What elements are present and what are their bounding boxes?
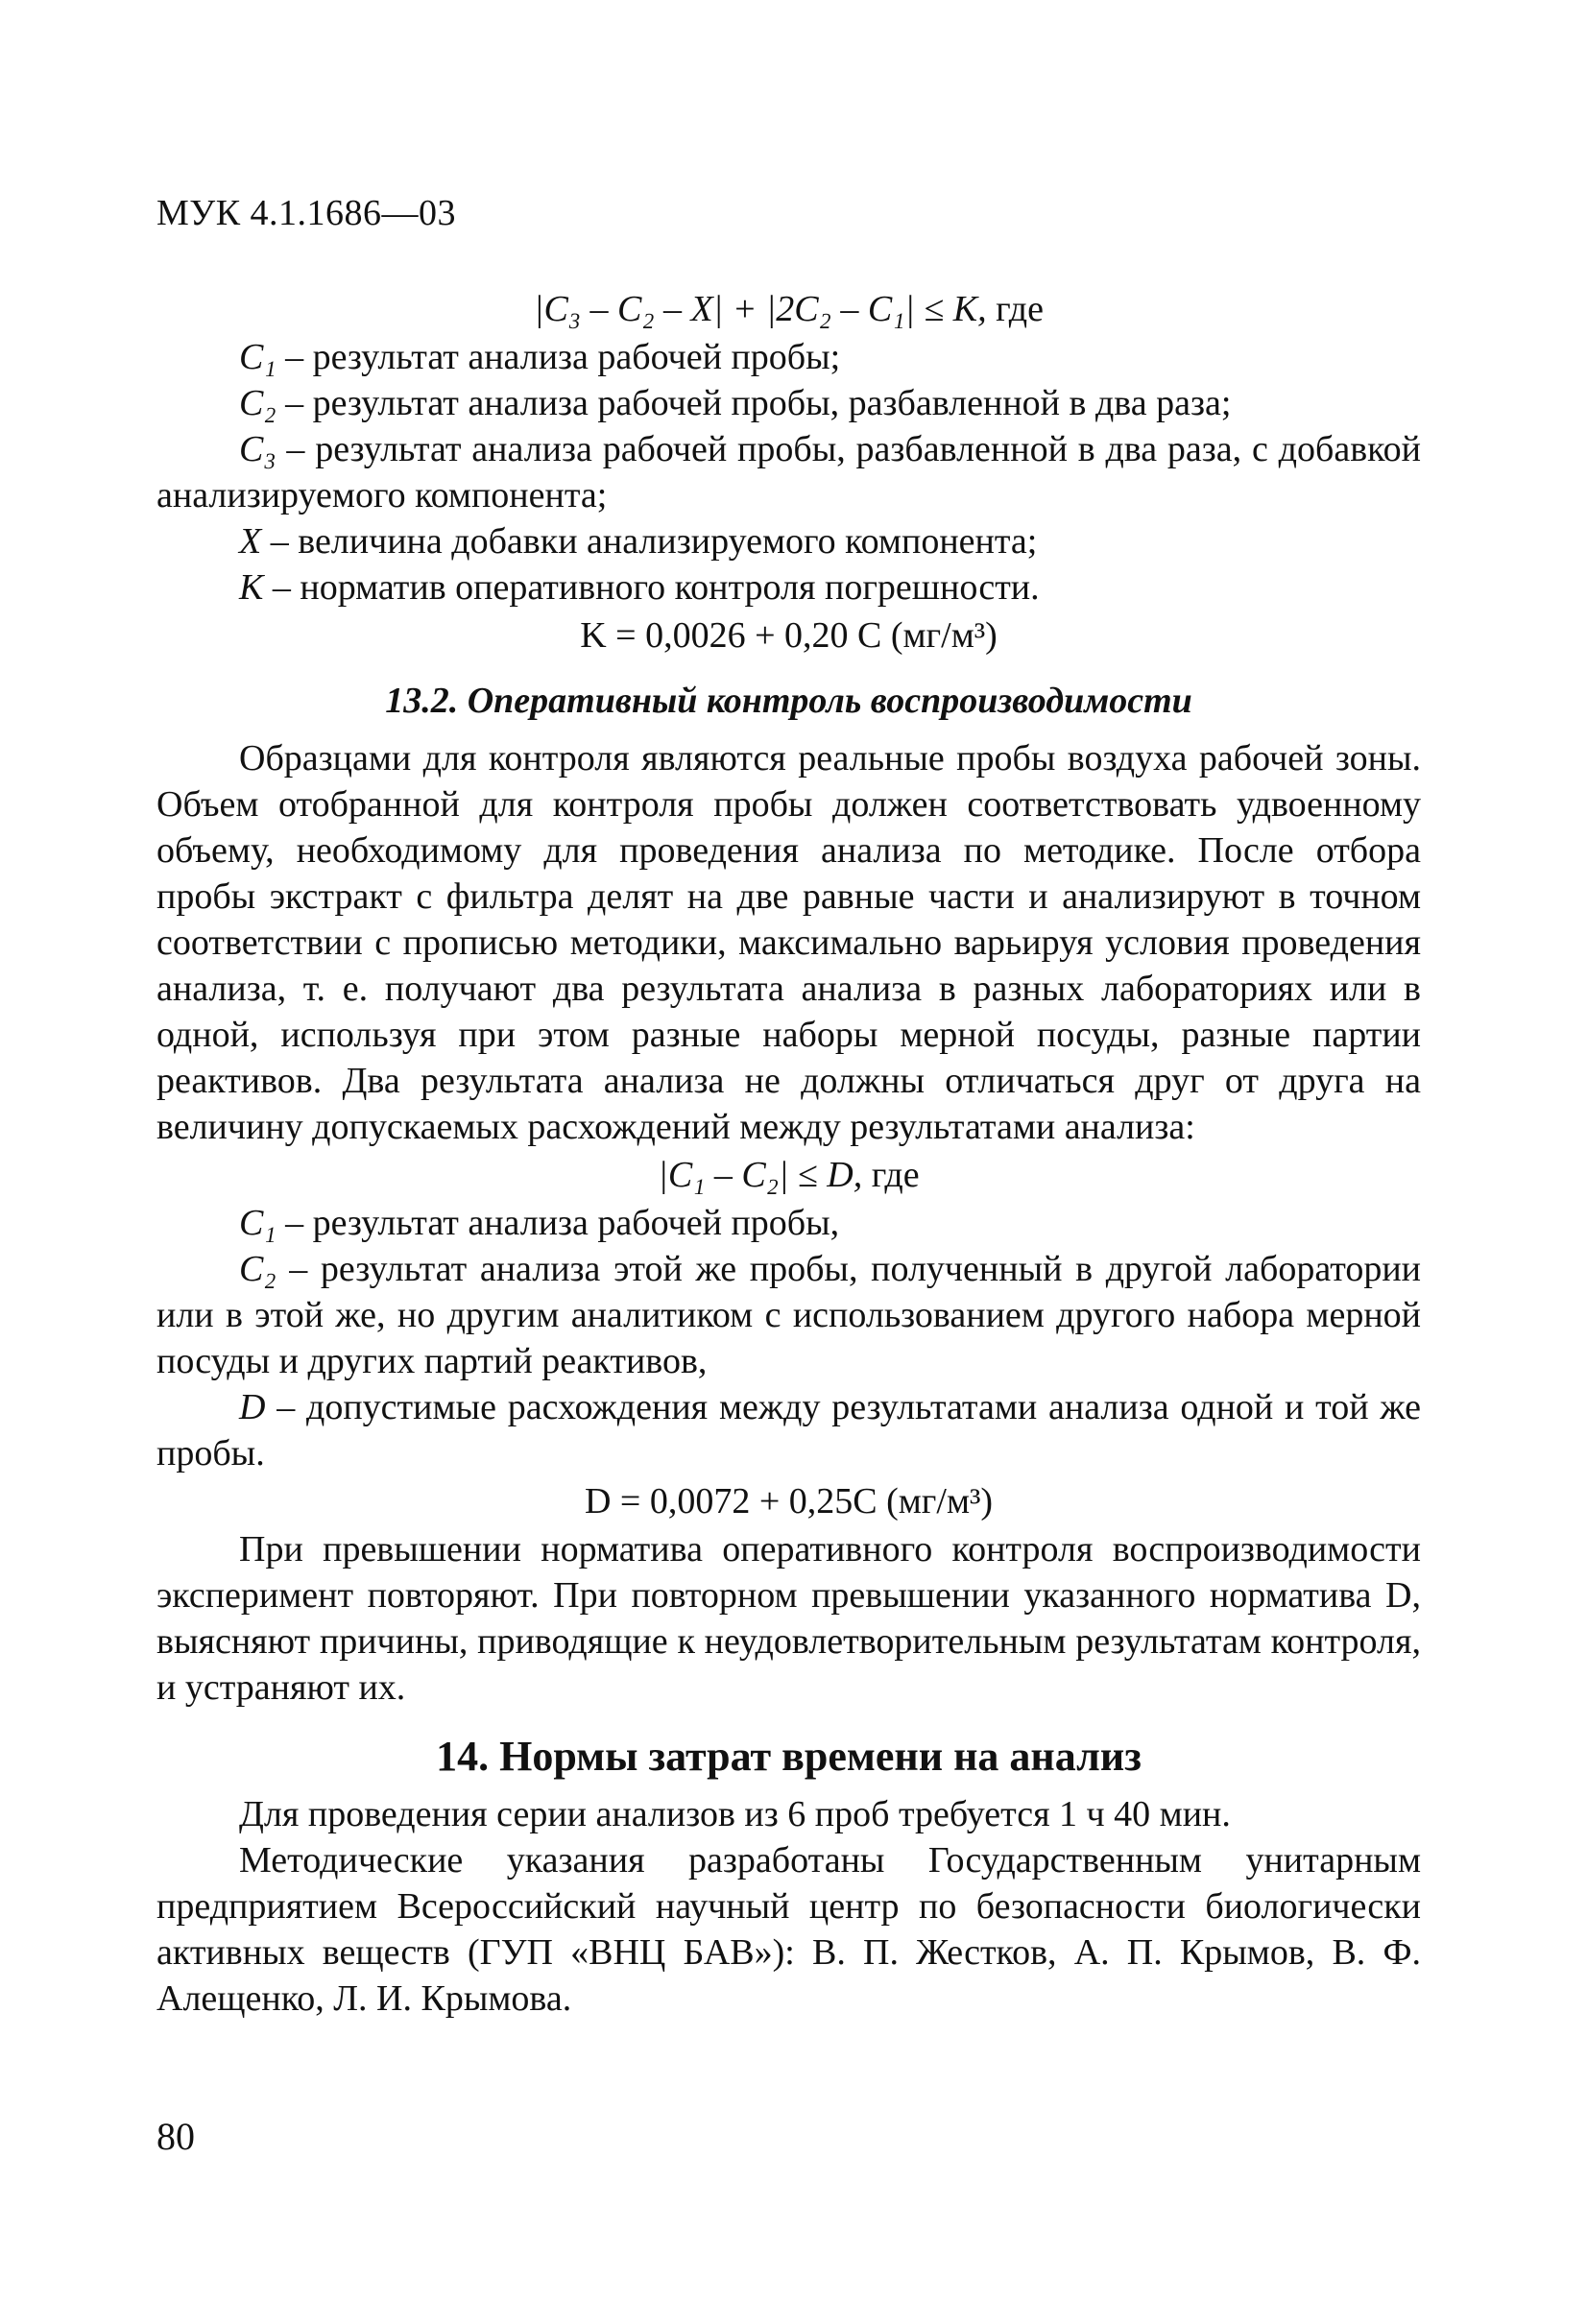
formula-expression: |C₃ – C₂ – X| + |2C₂ – C₁| ≤ K, xyxy=(534,289,987,329)
formula-reproducibility xyxy=(156,1150,1421,1200)
definition-symbol: D xyxy=(239,1387,266,1427)
definition-text: – допустимые расхождения между результатами анализа одной и той же пробы. xyxy=(156,1387,1421,1473)
definition-symbol: C₃ xyxy=(239,429,277,469)
definition-item xyxy=(156,1200,1421,1246)
definition-text: – норматив оперативного контроля погрешности. xyxy=(272,567,1040,608)
definition-text: – результат анализа рабочей пробы, разбавленной в два раза, с добавкой анализируемого компонента; xyxy=(156,429,1422,515)
definition-text: – результат анализа этой же пробы, полученный в другой лаборатории или в этой же, но другим аналитиком с использованием другого набора мерной посуды и других партий реактивов, xyxy=(156,1249,1422,1381)
definition-text: – результат анализа рабочей пробы, xyxy=(285,1203,840,1243)
definitions-list-2 xyxy=(156,1200,1421,1476)
formula-norm-k: K = 0,0026 + 0,20 C (мг/м³) xyxy=(580,615,998,656)
definition-item xyxy=(156,426,1421,518)
formula-suffix: где xyxy=(871,1155,920,1195)
formula-norm-d: D = 0,0072 + 0,25C (мг/м³) xyxy=(584,1481,994,1521)
page-number: 80 xyxy=(156,2115,195,2158)
section-title-13-2: 13.2. Оперативный контроль воспроизводимости xyxy=(385,681,1192,721)
definition-text: – величина добавки анализируемого компонента; xyxy=(270,521,1038,562)
formula-accuracy-control xyxy=(156,284,1421,334)
definition-text: – результат анализа рабочей пробы, разбавленной в два раза; xyxy=(285,383,1232,423)
definition-symbol: K xyxy=(239,567,264,608)
definition-item xyxy=(156,334,1421,380)
definition-symbol: C₂ xyxy=(239,383,277,423)
paragraph-authors: Методические указания разработаны Государственным унитарным предприятием Всероссийский научный центр по безопасности биологически активных веществ (ГУП «ВНЦ БАВ»): В. П. Жестков, А. П. Крымов, В. Ф. Алещенко, Л. И. Крымова. xyxy=(156,1840,1421,2019)
definition-symbol: X xyxy=(239,521,262,562)
definitions-list-1 xyxy=(156,334,1421,611)
formula-suffix: где xyxy=(996,289,1044,329)
definition-symbol: C₁ xyxy=(239,337,277,377)
definition-item xyxy=(156,1246,1421,1384)
definition-symbol: C₁ xyxy=(239,1203,277,1243)
section-title-14: 14. Нормы затрат времени на анализ xyxy=(436,1733,1142,1780)
paragraph-time-norm: Для проведения серии анализов из 6 проб требуется 1 ч 40 мин. xyxy=(239,1794,1231,1834)
paragraph-reproducibility: Образцами для контроля являются реальные пробы воздуха рабочей зоны. Объем отобранной для контроля пробы должен соответствовать удвоенному объему, необходимому для проведения анализа по методике. После отбора пробы экстракт с фильтра делят на две равные части и анализируют в точном соответствии с прописью методики, максимально варьируя условия проведения анализа, т. е. получают два результата анализа в разных лабораториях или в одной, используя при этом разные наборы мерной посуды, разные партии реактивов. Два результата анализа не должны отличаться друг от друга на величину допускаемых расхождений между результатами анализа: xyxy=(156,738,1421,1147)
definition-item xyxy=(156,380,1421,426)
definition-item xyxy=(156,564,1421,611)
definition-symbol: C₂ xyxy=(239,1249,277,1289)
document-code: МУК 4.1.1686—03 xyxy=(156,193,457,233)
formula-expression: |C₁ – C₂| ≤ D, xyxy=(658,1155,863,1195)
paragraph-exceed-norm: При превышении норматива оперативного контроля воспроизводимости эксперимент повторяют. При повторном превышении указанного норматива D, выясняют причины, приводящие к неудовлетворительным результатам контроля, и устраняют их. xyxy=(156,1529,1421,1708)
definition-text: – результат анализа рабочей пробы; xyxy=(285,337,841,377)
definition-item xyxy=(156,518,1421,564)
content xyxy=(156,284,1421,2022)
definition-item xyxy=(156,1384,1421,1476)
